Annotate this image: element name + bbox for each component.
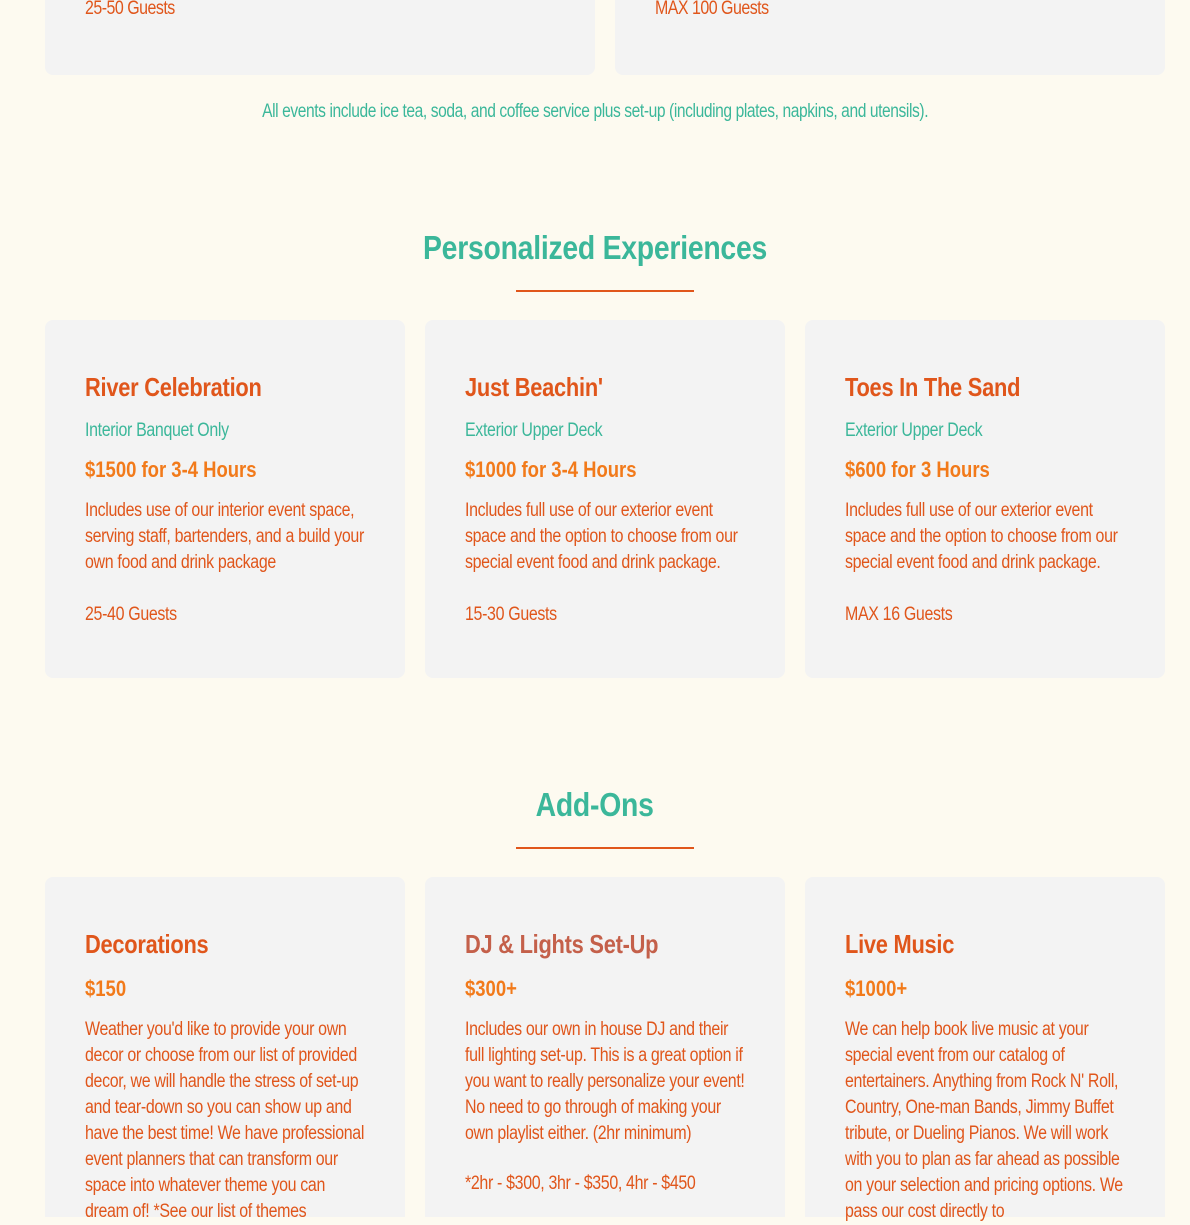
card-price: $150 [85, 976, 127, 1001]
card-location: Exterior Upper Deck [465, 420, 603, 441]
addons-card-row [45, 877, 1165, 1222]
card-pricing-detail: *2hr - $300, 3hr - $350, 4hr - $450 [465, 1173, 696, 1194]
card-description: Includes full use of our exterior event space and the option to choose from our special event food and drink package. [465, 500, 738, 573]
addon-card-live-music [805, 877, 1165, 1222]
experience-card-toes-in-the-sand [805, 320, 1165, 678]
card-price: $300+ [465, 976, 517, 1001]
addon-card-dj-lights [425, 877, 785, 1217]
card-price: $600 for 3 Hours [845, 457, 990, 482]
section-divider [516, 290, 694, 292]
section-title-addons [0, 786, 1190, 824]
card-title: Decorations [85, 929, 209, 959]
card-title: River Celebration [85, 372, 262, 402]
section-title-text: Personalized Experiences [423, 229, 767, 266]
card-location: Interior Banquet Only [85, 420, 229, 441]
experience-card-just-beachin [425, 320, 785, 678]
card-description: Includes our own in house DJ and their full lighting set-up. This is a great option if you want to really personalize your event! No need to go through of making your own playlist either. (2hr minimum) [465, 1019, 745, 1144]
card-description: Weather you'd like to provide your own decor or choose from our list of provided decor, we will handle the stress of set-up and tear-down so you can show up and have the best time! We have professional event planners that can transform our space into whatever theme you can dream of! *See our list of themes [85, 1019, 365, 1222]
card-guests: 15-30 Guests [465, 604, 557, 625]
card-title: DJ & Lights Set-Up [465, 929, 659, 959]
card-guests: 25-40 Guests [85, 604, 177, 625]
package-card [45, 0, 595, 75]
experience-card-river-celebration [45, 320, 405, 678]
card-guests: MAX 16 Guests [845, 604, 953, 625]
section-title-personalized [0, 229, 1190, 267]
card-price: $1500 for 3-4 Hours [85, 457, 257, 482]
section-divider [516, 847, 694, 849]
card-description: We can help book live music at your special event from our catalog of entertainers. Anything from Rock N' Roll, Country, One-man Bands, Jimmy Buffet tribute, or Dueling Pianos. We will work with you to plan as far ahead as possible on your selection and pricing options. We pass our cost directly to [845, 1019, 1123, 1222]
included-note-text: All events include ice tea, soda, and coffee service plus set-up (including plates, napkins, and utensils). [261, 101, 929, 122]
card-title: Just Beachin' [465, 372, 603, 402]
card-price: $1000+ [845, 976, 908, 1001]
top-card-row [45, 0, 1165, 75]
card-guests: MAX 100 Guests [655, 0, 769, 19]
card-description: Includes use of our interior event space, serving staff, bartenders, and a build your own food and drink package [85, 500, 364, 573]
included-note [0, 101, 1190, 123]
package-card [615, 0, 1165, 75]
section-title-text: Add-Ons [535, 786, 655, 823]
card-title: Toes In The Sand [845, 372, 1021, 402]
card-location: Exterior Upper Deck [845, 420, 983, 441]
addon-card-decorations [45, 877, 405, 1222]
card-description: Includes full use of our exterior event space and the option to choose from our special event food and drink package. [845, 500, 1118, 573]
personalized-card-row [45, 320, 1165, 678]
card-price: $1000 for 3-4 Hours [465, 457, 637, 482]
card-guests: 25-50 Guests [85, 0, 175, 19]
card-title: Live Music [845, 929, 955, 959]
